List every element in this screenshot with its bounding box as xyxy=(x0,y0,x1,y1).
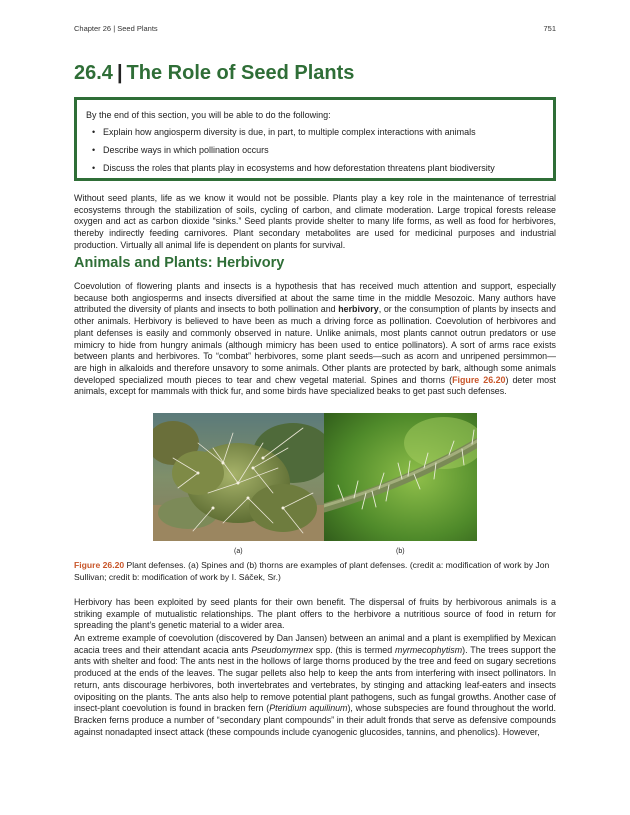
objective-item: • Discuss the roles that plants play in ecosystems and how deforestation threatens plant biodiversity xyxy=(86,162,543,175)
section-title-text: The Role of Seed Plants xyxy=(126,62,355,84)
acacia-text-4: ), whose subspecies are found throughout the world. Bracken ferns produce a number of “secondary plant compounds” in their adult fronds that serve as defensive compounds against nonadapted insect attack (these compounds include cyanogenic glucosides, tannins, and phenolics). However, xyxy=(74,703,556,737)
thorny-stem-illustration xyxy=(324,413,477,541)
term-myrmecophytism: myrmecophytism xyxy=(395,644,463,655)
acacia-text-3: ). The trees support the ants with shelter and food: The ants nest in the hollows of large thorns produced by the tree and feed on sugary secretions produced at the ends of the leaves. The sugar pellets also help to keep the ants from interfering with insect pollinators. In return, ants discourage herbivores, both invertebrates and vertebrates, by stinging and attacking leaf-eaters and insects ovipositing on the plants. The ants also help to remove potential plant pathogens, such as fungal growths. Another case of insect-plant coevolution is found in bracken fern ( xyxy=(74,644,556,714)
title-separator: | xyxy=(116,62,123,84)
cactus-spines-photo xyxy=(153,413,324,541)
objectives-intro: By the end of this section, you will be able to do the following: xyxy=(86,110,331,120)
caption-figure-number: Figure 26.20 xyxy=(74,560,125,570)
acacia-paragraph xyxy=(74,633,556,738)
chapter-label: Chapter 26 | Seed Plants xyxy=(74,24,158,33)
page-number: 751 xyxy=(543,24,556,33)
mutualism-paragraph: Herbivory has been exploited by seed plants for their own benefit. The dispersal of fruits by herbivorous animals is a striking example of mutualistic relationships. The plant offers to the herbivore a nutritious source of food in return for spreading the plant’s genetic material to a wider area. xyxy=(74,597,556,631)
herbivory-text-2: , or the consumption of plants by insects and other animals. Herbivory is believed to have been as much a driving force as pollination. Coevolution of herbivores and plant defenses is easily and commonly observed in nature. Unlike animals, most plants cannot outrun predators or use mimicry to hide from hungry animals (although mimicry has been used to entice pollinators). A sort of arms race exists between plants and herbivores. To “combat” herbivores, some plant seeds—such as acorn and unripened persimmon—are high in alkaloids and therefore unsavory to some animals. Other plants are protected by bark, although some animals developed specialized mouth pieces to tear and chew vegetal material. Spines and thorns ( xyxy=(74,304,556,385)
herbivory-paragraph xyxy=(74,281,556,398)
objective-item: • Describe ways in which pollination occurs xyxy=(86,144,543,157)
figure-link[interactable]: Figure 26.20 xyxy=(452,374,506,385)
genus-pseudomyrmex: Pseudomyrmex xyxy=(251,644,313,655)
section-number: 26.4 xyxy=(74,62,113,84)
caption-text: Plant defenses. (a) Spines and (b) thorns are examples of plant defenses. (credit a: modification of work by Jon Sullivan; credit b: modification of work by I. Sáček, Sr.) xyxy=(74,560,550,582)
objective-item: • Explain how angiosperm diversity is due, in part, to multiple complex interactions with animals xyxy=(86,126,543,139)
section-title xyxy=(74,62,556,85)
subsection-heading: Animals and Plants: Herbivory xyxy=(74,255,285,271)
figure-caption xyxy=(74,560,556,583)
acacia-text-1: An extreme example of coevolution (discovered by Dan Jansen) between an animal and a plant is exemplified by Mexican acacia trees and their attendant acacia ants xyxy=(74,633,556,655)
figure-label-a: (a) xyxy=(234,548,243,555)
figure-plant-defenses xyxy=(153,413,477,541)
cactus-spines-illustration xyxy=(153,413,324,541)
herbivory-text-3: ) deter most animals, except for mammals with thick fur, and some birds have specialized beaks to get past such defenses. xyxy=(74,374,556,397)
acacia-text-2: spp. (this is termed xyxy=(312,644,396,655)
thorny-stem-photo xyxy=(324,413,477,541)
herbivory-text-1: Coevolution of flowering plants and insects is a hypothesis that has received much attention and support, especially because both angiosperms and insects diversified at about the same time in the middle Mesozoic. Many authors have attributed the diversity of plants and insects to both pollination and xyxy=(74,281,556,315)
running-header xyxy=(74,24,556,33)
objectives-list xyxy=(86,126,543,175)
figure-label-b: (b) xyxy=(396,548,405,555)
key-term-herbivory: herbivory xyxy=(338,304,379,315)
learning-objectives-box xyxy=(74,97,556,181)
intro-paragraph: Without seed plants, life as we know it would not be possible. Plants play a key role in the maintenance of terrestrial ecosystems through the stabilization of soils, cycling of carbon, and climate moderation. Large tropical forests release oxygen and act as carbon dioxide “sinks.” Seed plants provide shelter to many life forms, as well as food for herbivores, thereby indirectly feeding carnivores. Plant secondary metabolites are used for medicinal purposes and industrial production. Virtually all animal life is dependent on plants for survival. xyxy=(74,193,556,250)
species-pteridium: Pteridium aquilinum xyxy=(269,703,348,714)
